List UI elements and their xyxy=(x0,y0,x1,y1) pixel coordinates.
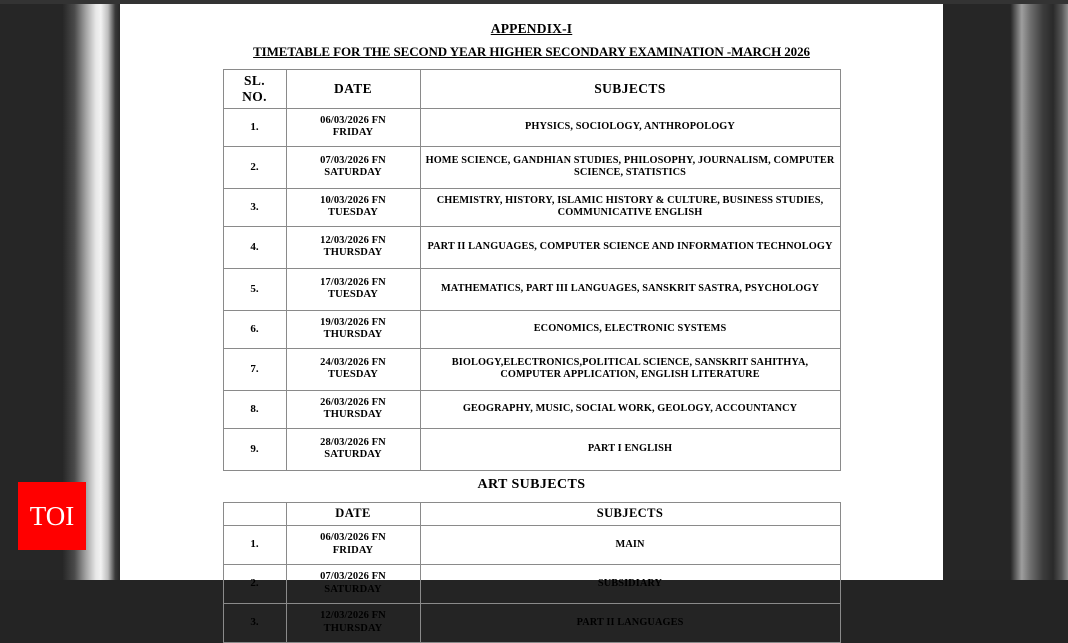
row-date-line1: 06/03/2026 FN xyxy=(320,114,386,126)
row-date-line2: THURSDAY xyxy=(323,622,383,634)
row-date-line2: THURSDAY xyxy=(323,409,383,421)
document-page xyxy=(120,4,943,634)
row-date-line2: THURSDAY xyxy=(323,247,383,259)
row-subjects: BIOLOGY,ELECTRONICS,POLITICAL SCIENCE, SANSKRIT SAHITHYA, COMPUTER APPLICATION, ENGLISH LITERATURE xyxy=(420,348,840,390)
art-subjects-heading: ART SUBJECTS xyxy=(477,476,586,492)
table-row xyxy=(223,310,840,348)
row-subjects: GEOGRAPHY, MUSIC, SOCIAL WORK, GEOLOGY, ACCOUNTANCY xyxy=(420,390,840,428)
table-row xyxy=(223,146,840,188)
table-header-row xyxy=(223,70,840,109)
row-date-line1: 19/03/2026 FN xyxy=(320,316,386,328)
row-date xyxy=(286,188,420,226)
row-date-line2: FRIDAY xyxy=(332,127,374,139)
table-row xyxy=(223,390,840,428)
row-date xyxy=(286,348,420,390)
row-date-line2: SATURDAY xyxy=(324,449,382,461)
table-row xyxy=(223,525,840,564)
row-subjects: CHEMISTRY, HISTORY, ISLAMIC HISTORY & CULTURE, BUSINESS STUDIES, COMMUNICATIVE ENGLISH xyxy=(420,188,840,226)
table-row xyxy=(223,188,840,226)
toi-logo xyxy=(18,482,86,550)
row-sl: 9. xyxy=(223,428,286,470)
row-date-line1: 07/03/2026 FN xyxy=(320,154,386,166)
art-table-header-row xyxy=(223,502,840,525)
header-sl-no xyxy=(223,70,286,109)
row-sl: 1. xyxy=(223,525,286,564)
row-date-line1: 12/03/2026 FN xyxy=(320,610,386,622)
row-date xyxy=(286,564,420,603)
row-date-line1: 12/03/2026 FN xyxy=(320,234,386,246)
row-date-line1: 28/03/2026 FN xyxy=(320,436,386,448)
art-header-subjects: SUBJECTS xyxy=(420,502,840,525)
row-subjects: MAIN xyxy=(420,525,840,564)
appendix-label-text: APPENDIX-I xyxy=(490,21,573,36)
row-date-line2: TUESDAY xyxy=(328,289,378,301)
row-subjects: PART I ENGLISH xyxy=(420,428,840,470)
row-subjects: PHYSICS, SOCIOLOGY, ANTHROPOLOGY xyxy=(420,108,840,146)
row-date xyxy=(286,525,420,564)
row-date-line1: 07/03/2026 FN xyxy=(320,571,386,583)
table-row xyxy=(223,348,840,390)
appendix-label xyxy=(120,21,943,37)
row-sl: 5. xyxy=(223,268,286,310)
header-subjects: SUBJECTS xyxy=(420,70,840,109)
viewer-top-strip xyxy=(0,0,1068,4)
row-date-line1: 24/03/2026 FN xyxy=(320,356,386,368)
row-date-line2: TUESDAY xyxy=(328,207,378,219)
table-row xyxy=(223,108,840,146)
row-sl: 1. xyxy=(223,108,286,146)
art-subjects-table xyxy=(223,502,841,643)
row-subjects: SUBSIDIARY xyxy=(420,564,840,603)
table-row xyxy=(223,564,840,603)
row-date-line2: THURSDAY xyxy=(323,329,383,341)
page-title xyxy=(120,44,943,60)
row-date-line1: 10/03/2026 FN xyxy=(320,194,386,206)
toi-logo-text: TOI xyxy=(29,500,75,531)
row-date xyxy=(286,603,420,642)
row-sl: 4. xyxy=(223,226,286,268)
table-row xyxy=(223,226,840,268)
row-subjects: HOME SCIENCE, GANDHIAN STUDIES, PHILOSOPHY, JOURNALISM, COMPUTER SCIENCE, STATISTICS xyxy=(420,146,840,188)
row-subjects: ECONOMICS, ELECTRONIC SYSTEMS xyxy=(420,310,840,348)
row-subjects: PART II LANGUAGES, COMPUTER SCIENCE AND INFORMATION TECHNOLOGY xyxy=(420,226,840,268)
row-date xyxy=(286,310,420,348)
table-row xyxy=(223,603,840,642)
row-sl: 8. xyxy=(223,390,286,428)
row-date-line1: 06/03/2026 FN xyxy=(320,532,386,544)
header-sl-line1: SL. xyxy=(243,73,266,88)
row-sl: 6. xyxy=(223,310,286,348)
row-date xyxy=(286,226,420,268)
row-date-line1: 26/03/2026 FN xyxy=(320,396,386,408)
row-sl: 2. xyxy=(223,146,286,188)
row-sl: 3. xyxy=(223,188,286,226)
row-date-line2: TUESDAY xyxy=(328,369,378,381)
table-row xyxy=(223,428,840,470)
art-header-date: DATE xyxy=(286,502,420,525)
header-sl-line2: NO. xyxy=(242,88,267,104)
row-date-line2: SATURDAY xyxy=(324,583,382,595)
row-date xyxy=(286,428,420,470)
row-sl: 7. xyxy=(223,348,286,390)
row-date-line2: SATURDAY xyxy=(324,167,382,179)
main-timetable xyxy=(223,69,841,471)
row-sl: 3. xyxy=(223,603,286,642)
page-title-text: TIMETABLE FOR THE SECOND YEAR HIGHER SECONDARY EXAMINATION -MARCH 2026 xyxy=(253,44,810,59)
row-date xyxy=(286,390,420,428)
row-date xyxy=(286,146,420,188)
row-date xyxy=(286,108,420,146)
header-date: DATE xyxy=(286,70,420,109)
viewer-backdrop-right xyxy=(943,0,1068,580)
table-row xyxy=(223,268,840,310)
row-date-line1: 17/03/2026 FN xyxy=(320,276,386,288)
art-header-sl-no xyxy=(223,502,286,525)
row-date-line2: FRIDAY xyxy=(332,544,374,556)
row-date xyxy=(286,268,420,310)
row-subjects: PART II LANGUAGES xyxy=(420,603,840,642)
row-sl: 2. xyxy=(223,564,286,603)
row-subjects: MATHEMATICS, PART III LANGUAGES, SANSKRIT SASTRA, PSYCHOLOGY xyxy=(420,268,840,310)
